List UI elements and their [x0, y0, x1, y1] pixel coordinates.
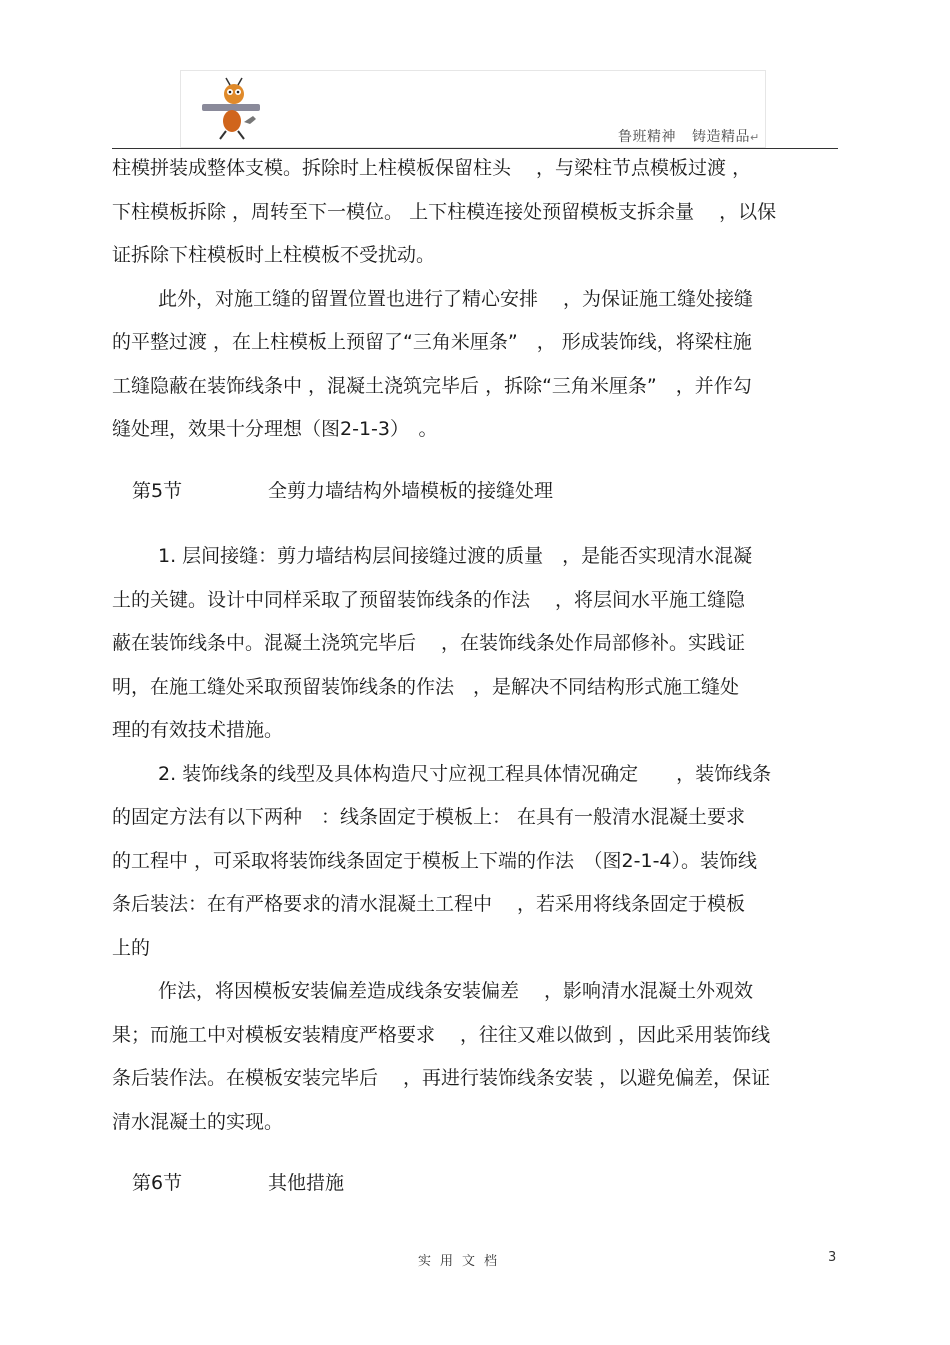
text-line: 作法，将因模板安装偏差造成线条安装偏差 ，影响清水混凝土外观效	[158, 980, 754, 1002]
text-line: 缝处理，效果十分理想（图2-1-3） 。	[112, 418, 438, 440]
text-line: 明，在施工缝处采取预留装饰线条的作法 ，是解决不同结构形式施工缝处	[112, 675, 740, 698]
section-heading-5	[112, 470, 824, 514]
text-line: 证拆除下柱模板时上柱模板不受扰动。	[112, 244, 436, 266]
section-number: 第5节	[132, 479, 183, 502]
page-number: 3	[828, 1250, 837, 1265]
slogan-right: 铸造精品	[692, 129, 750, 145]
header-slogan	[618, 126, 760, 146]
section-number: 第6节	[132, 1172, 183, 1194]
text-line: 果；而施工中对模板安装精度严格要求 ，往往又难以做到 ，因此采用装饰线	[112, 1023, 771, 1046]
text-line: 的工程中 ，可采取将装饰线条固定于模板上下端的作法 （图2-1-4）。装饰线	[112, 849, 758, 872]
text-line: 此外，对施工缝的留置位置也进行了精心安排 ，为保证施工缝处接缝	[158, 287, 754, 310]
section-title: 全剪力墙结构外墙模板的接缝处理	[268, 479, 554, 502]
section-title: 其他措施	[268, 1172, 345, 1194]
text-line: 蔽在装饰线条中。混凝土浇筑完毕后 ，在装饰线条处作局部修补。实践证	[112, 632, 746, 654]
text-line: 条后装法：在有严格要求的清水混凝土工程中 ，若采用将线条固定于模板	[112, 893, 746, 915]
text-line: 工缝隐蔽在装饰线条中 ，混凝土浇筑完毕后 ，拆除“三角米厘条” ，并作勾	[112, 374, 752, 397]
text-line: 1. 层间接缝：剪力墙结构层间接缝过渡的质量 ，是能否实现清水混凝	[158, 545, 753, 567]
text-line: 理的有效技术措施。	[112, 719, 284, 741]
text-line: 的固定方法有以下两种 ：线条固定于模板上： 在具有一般清水混凝土要求	[112, 806, 746, 828]
text-line: 下柱模板拆除 ，周转至下一模位。 上下柱模连接处预留模板支拆余量 ，以保	[112, 200, 777, 223]
text-line: 的平整过渡 ，在上柱模板上预留了“三角米厘条” ， 形成装饰线，将梁柱施	[112, 331, 752, 353]
text-line: 清水混凝土的实现。	[112, 1110, 284, 1133]
slogan-left: 鲁班精神	[618, 129, 676, 145]
return-mark-icon: ↵	[750, 131, 760, 144]
text-line: 上的	[112, 936, 151, 959]
text-line: 2. 装饰线条的线型及具体构造尺寸应视工程具体情况确定 ，装饰线条	[158, 762, 772, 785]
text-line: 条后装作法。在模板安装完毕后 ，再进行装饰线条安装 ，以避免偏差，保证	[112, 1067, 771, 1089]
text-line: 柱模拼装成整体支模。拆除时上柱模板保留柱头 ，与梁柱节点模板过渡 ，	[112, 157, 752, 179]
footer-label: 实用文档	[418, 1254, 507, 1269]
text-line: 土的关键。设计中同样采取了预留装饰线条的作法 ，将层间水平施工缝隐	[112, 588, 746, 611]
ant-mascot-logo-icon	[200, 76, 262, 142]
document-body	[112, 147, 824, 1206]
section-heading-6	[112, 1162, 824, 1206]
